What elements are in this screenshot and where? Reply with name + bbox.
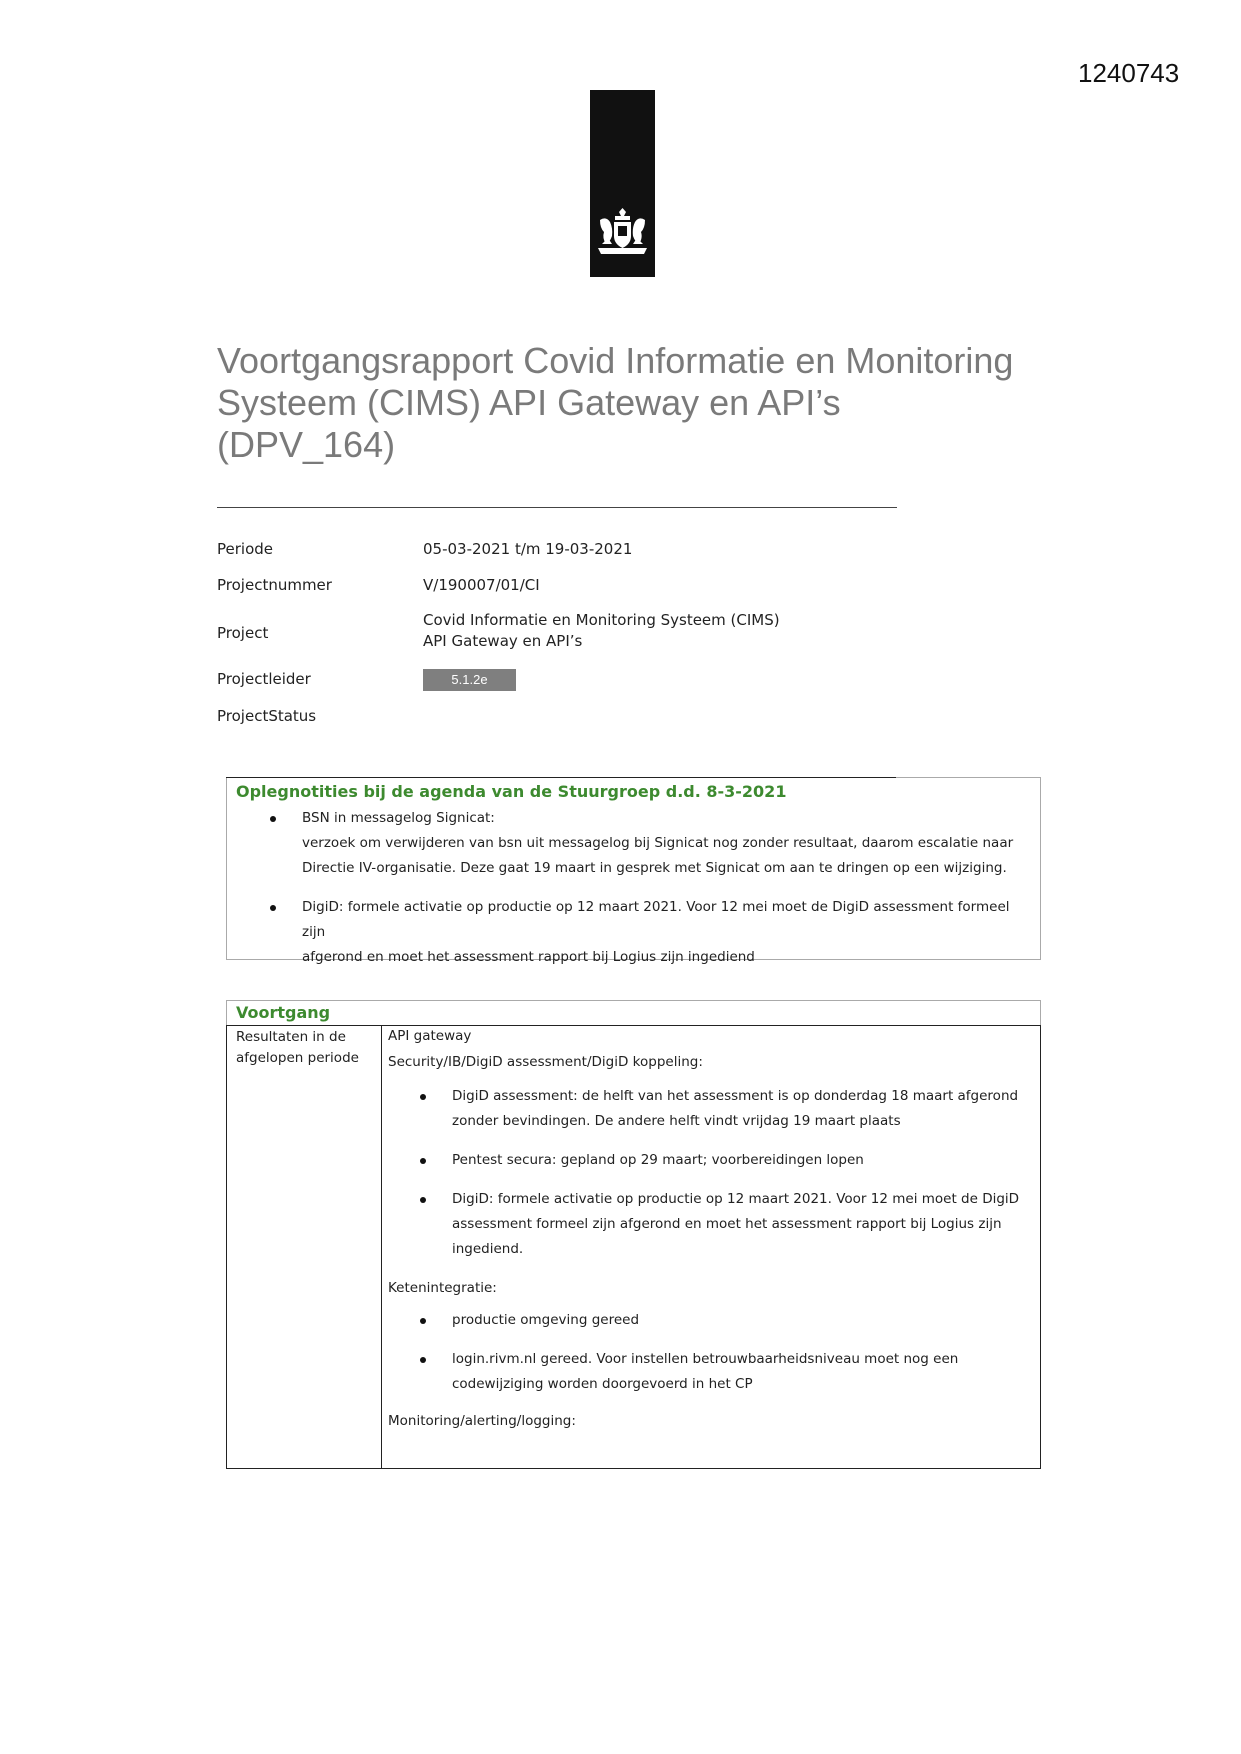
bullet-icon	[420, 1197, 426, 1203]
note-2-line-2: afgerond en moet het assessment rapport bij Logius zijn ingediend	[302, 949, 755, 965]
notes-title: Oplegnotities bij de agenda van de Stuurgroep d.d. 8-3-2021	[236, 782, 787, 801]
row-label	[236, 1027, 376, 1069]
note-1-line-3: Directie IV-organisatie. Deze gaat 19 maart in gesprek met Signicat om aan te dringen op een wijziging.	[302, 860, 1007, 876]
list-item	[452, 1347, 1022, 1397]
bullet-icon	[420, 1318, 426, 1324]
title-line-3: (DPV_164)	[217, 424, 396, 465]
security-1-line-2: zonder bevindingen. De andere helft vindt vrijdag 19 maart plaats	[452, 1113, 901, 1129]
projectstatus-label: ProjectStatus	[217, 707, 317, 725]
notes-top-line	[226, 777, 896, 778]
document-number: 1240743	[1078, 58, 1180, 88]
projectleider-label: Projectleider	[217, 670, 311, 688]
security-list	[452, 1084, 1022, 1262]
bullet-icon	[420, 1357, 426, 1363]
notes-box	[226, 777, 1041, 965]
title-line-1: Voortgangsrapport Covid Informatie en Monitoring	[217, 340, 1014, 381]
title-divider	[217, 507, 897, 508]
bullet-icon	[420, 1094, 426, 1100]
government-logo	[590, 90, 655, 277]
redaction-box: 5.1.2e	[423, 669, 516, 691]
row-label-line-1: Resultaten in de	[236, 1029, 346, 1045]
keten-1-line-1: productie omgeving gereed	[452, 1312, 640, 1328]
list-item	[452, 1308, 1022, 1333]
monitoring-heading: Monitoring/alerting/logging:	[388, 1413, 576, 1429]
title-line-2: Systeem (CIMS) API Gateway en API’s	[217, 382, 841, 423]
progress-header	[226, 1000, 1041, 1026]
project-value-line-2: API Gateway en API’s	[423, 632, 583, 650]
keten-list	[452, 1308, 1022, 1397]
project-value	[423, 610, 780, 652]
list-item	[452, 1187, 1022, 1262]
list-item	[302, 806, 1022, 881]
security-3-line-2: assessment formeel zijn afgerond en moet het assessment rapport bij Logius zijn	[452, 1216, 1002, 1232]
security-2-line-1: Pentest secura: gepland op 29 maart; voorbereidingen lopen	[452, 1152, 864, 1168]
keten-heading: Ketenintegratie:	[388, 1280, 497, 1296]
security-3-line-1: DigiD: formele activatie op productie op 12 maart 2021. Voor 12 mei moet de DigiD	[452, 1191, 1020, 1207]
bullet-icon	[420, 1158, 426, 1164]
list-item	[452, 1148, 1022, 1173]
progress-table	[226, 1025, 1041, 1469]
security-1-line-1: DigiD assessment: de helft van het assessment is op donderdag 18 maart afgerond	[452, 1088, 1019, 1104]
list-item	[302, 895, 1022, 970]
bullet-icon	[270, 905, 276, 911]
project-value-line-1: Covid Informatie en Monitoring Systeem (CIMS)	[423, 611, 780, 629]
progress-title: Voortgang	[236, 1003, 331, 1022]
projectnummer-label: Projectnummer	[217, 576, 332, 594]
row-label-line-2: afgelopen periode	[236, 1050, 359, 1066]
bullet-icon	[270, 816, 276, 822]
note-1-line-1: BSN in messagelog Signicat:	[302, 810, 495, 826]
security-3-line-3: ingediend.	[452, 1241, 524, 1257]
list-item	[452, 1084, 1022, 1134]
project-label: Project	[217, 624, 269, 642]
periode-label: Periode	[217, 540, 274, 558]
api-gateway-heading: API gateway	[388, 1028, 472, 1044]
periode-value: 05-03-2021 t/m 19-03-2021	[423, 540, 633, 558]
projectnummer-value: V/190007/01/CI	[423, 576, 540, 594]
coat-of-arms-icon	[594, 208, 651, 258]
table-column-divider	[381, 1026, 382, 1468]
note-1-line-2: verzoek om verwijderen van bsn uit messagelog bij Signicat nog zonder resultaat, daarom escalatie naar	[302, 835, 1014, 851]
keten-2-line-1: login.rivm.nl gereed. Voor instellen betrouwbaarheidsniveau moet nog een	[452, 1351, 959, 1367]
notes-list	[302, 806, 1022, 970]
keten-2-line-2: codewijziging worden doorgevoerd in het CP	[452, 1376, 753, 1392]
report-title	[217, 340, 1037, 466]
note-2-line-1: DigiD: formele activatie op productie op 12 maart 2021. Voor 12 mei moet de DigiD assessment formeel zijn	[302, 899, 1010, 940]
security-heading: Security/IB/DigiD assessment/DigiD koppeling:	[388, 1054, 703, 1070]
